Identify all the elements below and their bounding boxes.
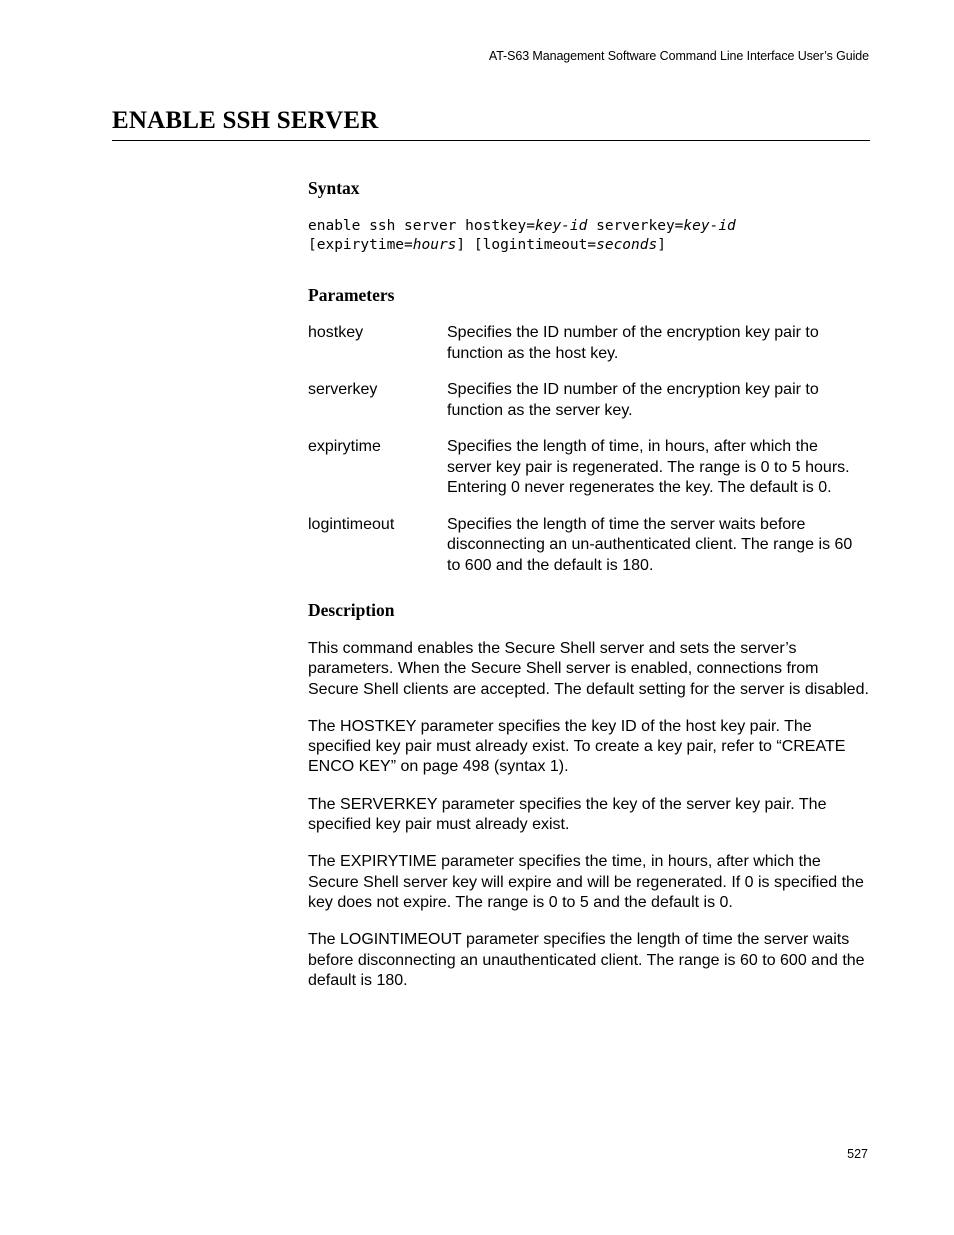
parameter-name: expirytime <box>308 438 381 455</box>
parameter-name: hostkey <box>308 324 364 341</box>
syntax-segment: ] [logintimeout= <box>456 237 597 253</box>
parameter-description: Specifies the length of time the server waits before disconnecting an un-authenticated client. The range is 60 to 600 and the default is 180. <box>447 515 853 574</box>
description-heading: Description <box>308 600 395 620</box>
syntax-heading: Syntax <box>308 178 360 198</box>
syntax-line-1 <box>308 217 870 236</box>
syntax-placeholder: key-id <box>683 218 736 234</box>
syntax-line-2 <box>308 236 870 255</box>
syntax-segment: [expirytime= <box>308 237 413 253</box>
description-paragraph: The EXPIRYTIME parameter specifies the time, in hours, after which the Secure Shell server key will expire and will be regenerated. If 0 is specified the key does not expire. The range is 0 to 5 and the default is 0. <box>308 853 864 911</box>
parameter-row <box>308 515 870 577</box>
description-paragraph: The LOGINTIMEOUT parameter specifies the length of time the server waits before disconnecting an unauthenticated client. The range is 60 to 600 and the default is 180. <box>308 931 865 989</box>
syntax-placeholder: seconds <box>596 237 658 253</box>
description-body <box>308 639 870 991</box>
title-rule <box>112 140 870 141</box>
syntax-block <box>308 217 870 255</box>
syntax-segment: serverkey= <box>587 218 684 234</box>
parameter-name: logintimeout <box>308 515 395 533</box>
parameters-heading: Parameters <box>308 285 395 305</box>
syntax-segment: ] <box>657 237 666 253</box>
description-paragraph: The SERVERKEY parameter specifies the key of the server key pair. The specified key pair must already exist. <box>308 795 827 834</box>
page-title: ENABLE SSH SERVER <box>112 107 379 134</box>
description-paragraph: This command enables the Secure Shell server and sets the server’s parameters. When the Secure Shell server is enabled, connections from Secure Shell clients are accepted. The default setting for the server is disabled. <box>308 640 869 698</box>
description-paragraph: The HOSTKEY parameter specifies the key ID of the host key pair. The specified key pair must already exist. To create a key pair, refer to “CREATE ENCO KEY” on page 498 (syntax 1). <box>308 717 846 776</box>
page-number: 527 <box>847 1147 868 1161</box>
syntax-segment: enable ssh server hostkey= <box>308 218 535 234</box>
parameter-name: serverkey <box>308 381 378 398</box>
parameter-description: Specifies the length of time, in hours, after which the server key pair is regenerated. The range is 0 to 5 hours. Entering 0 never regenerates the key. The default is 0. <box>447 438 850 496</box>
parameter-row <box>308 437 870 499</box>
parameter-row <box>308 323 870 364</box>
parameter-row <box>308 380 870 421</box>
running-header: AT-S63 Management Software Command Line Interface User’s Guide <box>488 49 869 63</box>
syntax-placeholder: key-id <box>534 218 588 234</box>
parameter-description: Specifies the ID number of the encryption key pair to function as the host key. <box>447 324 819 362</box>
content-column <box>308 178 870 1008</box>
syntax-placeholder: hours <box>412 237 457 253</box>
parameter-description: Specifies the ID number of the encryption key pair to function as the server key. <box>447 381 819 419</box>
parameters-list <box>308 323 870 576</box>
